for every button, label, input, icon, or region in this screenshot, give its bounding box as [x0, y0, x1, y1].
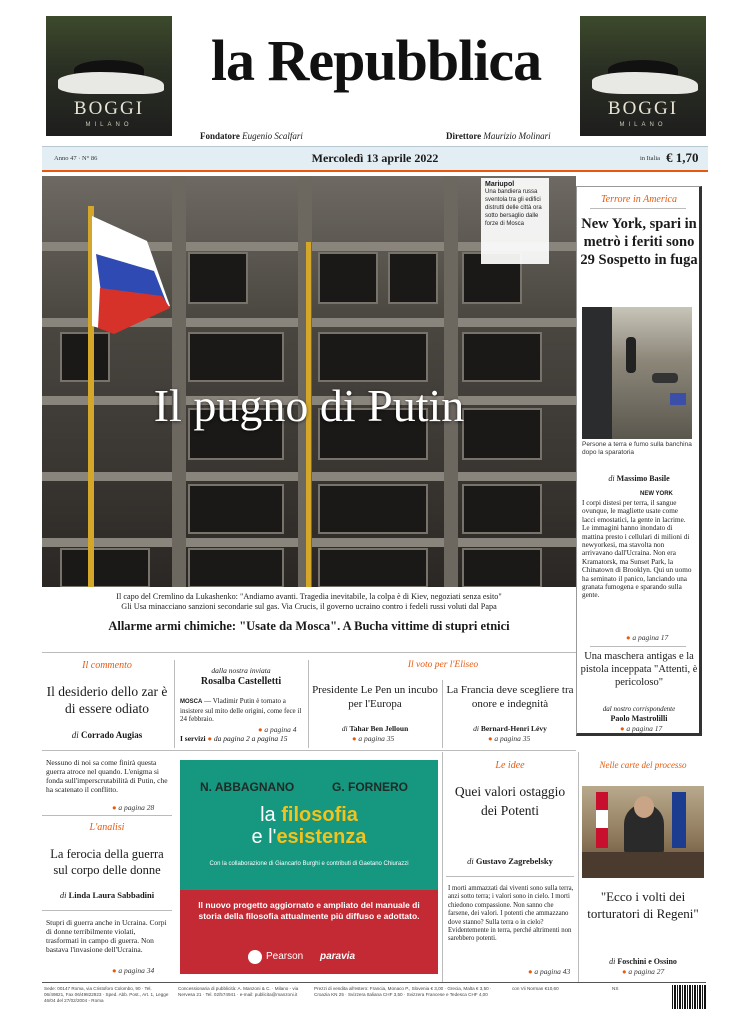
footer-rule [42, 982, 706, 983]
byline-prefix: di [467, 856, 474, 866]
window [60, 332, 110, 382]
promo-author-2: G. FORNERO [332, 780, 409, 794]
price-label: in Italia [640, 155, 661, 162]
window [462, 332, 542, 382]
footer-col-5: NS [612, 986, 619, 991]
russian-flag-icon [92, 216, 172, 336]
ref-text: a pagina 28 [118, 803, 155, 812]
ad-brand: BOGGI [607, 98, 679, 119]
inviata-byline: Rosalba Castelletti [200, 676, 282, 687]
eliseo-left-ref[interactable]: ● a pagina 35 [352, 734, 395, 743]
window [318, 548, 428, 587]
lead-subheadline[interactable]: Allarme armi chimiche: "Usate da Mosca". A Bucha vittime di stupri etnici [108, 619, 510, 633]
sidebar-body: I corpi distesi per terra, il sangue ovunque, le magliette usate come lacci emostatici, la gente in lacrime. Le immagini hanno inondato di mattina presto i cellulari di milioni di newyorkesi, ma stavolta non arrivavano dall'Ucraina. Non era Kramatorsk, ma Sunset Park, la Chinatown di Brooklyn. Qui un uomo ha seminato il panico, lanciando una granata fumogena e sparando sulla gente. [582, 499, 692, 600]
analisi-ref[interactable]: ● a pagina 34 [112, 966, 155, 975]
masthead-title[interactable]: la Repubblica [210, 28, 542, 93]
ref-text: a pagina 4 [264, 725, 297, 734]
divider [442, 752, 443, 982]
byline-name: Corrado Augias [81, 730, 143, 740]
processo-headline[interactable]: "Ecco i volti dei torturatori di Regeni" [587, 889, 699, 921]
processo-byline [580, 957, 706, 966]
idee-headline[interactable]: Quei valori ostaggio dei Potenti [454, 784, 566, 818]
window [318, 252, 378, 304]
photo-flag [596, 810, 608, 828]
footer-col-3: Prezzi di vendita all'estero: Francia, Monaco P., Slovenia € 3,00 · Grecia, Malta € 3,50 · Croazia KN 25 · Svizzera Italiana CHF 3,50 · Svizzera Francese e Tedesca CHF 4,00 [314, 986, 492, 997]
barcode-icon [672, 985, 706, 1009]
window [318, 332, 428, 382]
window [318, 484, 428, 534]
byline-prefix: di [473, 724, 479, 733]
inviata-body: MOSCA — Vladimir Putin è tornato a insistere sul mito delle origini, come fece il 24 febbraio. [180, 697, 302, 723]
divider [42, 652, 576, 653]
idee-ref[interactable]: ● a pagina 43 [528, 967, 571, 976]
byline-name: Foschini e Ossino [617, 957, 677, 966]
byline-name: Tahar Ben Jelloun [349, 724, 409, 733]
byline-prefix: di [341, 724, 348, 733]
byline-name: Bernard-Henri Lévy [480, 724, 547, 733]
byline-prefix: di [608, 474, 615, 483]
byline-prefix: di [71, 730, 79, 740]
window [188, 484, 284, 534]
ref-text: a pagina 34 [118, 966, 155, 975]
lead-headline[interactable]: Il pugno di Putin [153, 380, 465, 431]
lead-summary-line: Il capo del Cremlino da Lukashenko: "Andiamo avanti. Tragedia inevitabile, la colpa è di Kiev, negoziati senza esito" [116, 592, 502, 601]
divider [442, 680, 443, 748]
director-name: Maurizio Molinari [483, 131, 551, 141]
sidebar-byline [580, 474, 698, 483]
byline-prefix: di [609, 957, 616, 966]
promo-title-line [180, 804, 438, 826]
promo-title-pre: e l' [251, 826, 277, 848]
divider [590, 646, 686, 647]
divider [308, 660, 309, 748]
advertisement-right[interactable] [580, 16, 706, 136]
window [188, 548, 284, 587]
price: € 1,70 [666, 150, 699, 165]
idee-kicker: Le idee [495, 760, 525, 771]
promo-collab: Con la collaborazione di Giancarlo Burghi e contributi di Gaetano Chiurazzi [209, 861, 409, 867]
photo-figure [652, 373, 678, 383]
processo-kicker: Nelle carte del processo [599, 760, 687, 770]
footer-col-4: con Vii Norman €10,60 [512, 986, 559, 991]
analisi-headline[interactable]: La ferocia della guerra sul corpo delle donne [50, 847, 164, 877]
commento-byline [42, 730, 172, 740]
promo-pitch: Il nuovo progetto aggiornato e ampliato del manuale di storia della filosofia attualmente più diffuso e adottato. [198, 900, 420, 921]
photo-figure [634, 796, 654, 818]
divider [174, 660, 175, 748]
footer-col-1: Sede: 00147 Roma, via Cristoforo Colombo, 90 · Tel. 06/49821, Fax 06/49822923 · Sped. Abb. Post., Art. 1, Legge 46/04 del 27/02/2004 - Roma [44, 986, 169, 1003]
promo-title [180, 804, 438, 848]
pearson-logo-icon [248, 950, 262, 964]
services-ref: da pagina 2 a pagina 15 [213, 734, 288, 743]
lead-summary [42, 592, 576, 612]
director-label: Direttore [446, 131, 482, 141]
lead-summary-line: Gli Usa minacciano sanzioni secondarie sul gas. Via Crucis, il governo ucraino contro i fedeli russi voluti dal Papa [121, 602, 497, 611]
ref-text: a pagina 35 [358, 734, 395, 743]
caption-text: Una bandiera russa sventola tra gli edifici distrutti delle città ora sotto bersaglio dalle forze di Mosca [485, 189, 542, 227]
window [188, 332, 284, 382]
divider [578, 752, 579, 982]
sidebar-dateline: NEW YORK [640, 491, 673, 497]
footer-col-2: Concessionaria di pubblicità: A. Manzoni & C. · Milano - via Nervesa 21 · Tel. 02/574941 · e-mail: publicita@manzoni.it [178, 986, 299, 997]
idee-body: I morti ammazzati dai viventi sono sulla terra, anzi sotto terra; i valori sono in cielo. I morti chiedono compassione. Non sanno che farsene, dei valori. I potenti che ammazzano dove stanno? Sulla terra o in cielo? Evidentemente in terra, perché altrimenti non sarebbero potenti. [448, 885, 574, 943]
founder-label: Fondatore [200, 131, 240, 141]
ad-city: MILANO [85, 122, 133, 128]
commento-ref[interactable]: ● a pagina 28 [112, 803, 155, 812]
subway-photo[interactable] [582, 307, 692, 439]
founder-line [200, 131, 303, 141]
divider [42, 815, 172, 816]
analisi-kicker: L'analisi [89, 822, 125, 833]
director-line [446, 131, 551, 141]
ref-text: a pagina 27 [628, 967, 665, 976]
services-label: I servizi [180, 734, 206, 743]
promo-publisher-2: paravia [320, 951, 356, 962]
photo-figure [670, 393, 686, 405]
promo-title-line [180, 826, 438, 848]
issue-date: Mercoledì 13 aprile 2022 [311, 151, 439, 165]
inviata-dateline: MOSCA [180, 699, 203, 705]
promo-title-accent: filosofia [281, 804, 358, 826]
analisi-body: Stupri di guerra anche in Ucraina. Corpi di donne terribilmente violati, trasformati in campo di guerra. Non bastava l'invasione dell'Ucraina. [46, 918, 167, 954]
founder-name: Eugenio Scalfari [242, 131, 303, 141]
sidebar-ref[interactable]: ● a pagina 17 [626, 633, 669, 642]
byline-prefix: di [59, 890, 67, 900]
eliseo-right-headline[interactable]: La Francia deve scegliere tra onore e indegnità [446, 684, 574, 710]
second-ref[interactable]: ● a pagina 17 [620, 724, 663, 733]
window [188, 252, 248, 304]
eliseo-left-byline [312, 724, 438, 733]
inviata-ref[interactable]: ● a pagina 4 [258, 725, 297, 734]
inviata-text: Vladimir Putin è tornato a insistere sul mito delle origini, come fece il 24 febbraio. [180, 697, 302, 723]
commento-body: Nessuno di noi sa come finirà questa guerra atroce nel quando. L'enigma si fonda sull'imperscrutabilità di Putin, che ha scatenato il conflitto. [46, 758, 168, 794]
ad-brand: BOGGI [73, 98, 145, 119]
eliseo-left-headline[interactable]: Presidente Le Pen un incubo per l'Europa [312, 684, 438, 710]
promo-author-1: N. ABBAGNANO [200, 780, 295, 794]
commento-headline[interactable]: Il desiderio dello zar è di essere odiato [46, 684, 168, 716]
window [60, 548, 150, 587]
eliseo-right-ref[interactable]: ● a pagina 35 [488, 734, 531, 743]
eliseo-right-byline [446, 724, 574, 733]
second-byline: Paolo Mastrolilli [610, 714, 668, 723]
advertisement-left[interactable] [46, 16, 172, 136]
caption-place: Mariupol [485, 181, 515, 188]
services-line[interactable]: I servizi ● da pagina 2 a pagina 15 [180, 734, 288, 743]
shoe-sole [592, 72, 698, 94]
ref-text: a pagina 17 [626, 724, 663, 733]
analisi-byline [42, 890, 172, 900]
byline-name: Gustavo Zagrebelsky [475, 856, 553, 866]
divider [590, 208, 686, 209]
eliseo-kicker: Il voto per l'Eliseo [407, 660, 479, 670]
promo-title-accent: esistenza [276, 826, 367, 848]
shoe-sole [58, 72, 164, 94]
sidebar-second-headline[interactable]: Una maschera antigas e la pistola inceppata "Attenti, è pericoloso" [580, 651, 698, 688]
sidebar-kicker: Terrore in America [601, 194, 677, 205]
idee-byline [446, 856, 574, 866]
photo-figure [582, 307, 612, 439]
divider [446, 876, 574, 877]
second-byline-role: dal nostro corrispondente [602, 705, 676, 713]
window [388, 252, 438, 304]
ref-text: a pagina 35 [494, 734, 531, 743]
divider [42, 750, 576, 751]
sidebar-headline[interactable]: New York, spari in metrò i feriti sono 29 Sospetto in fuga [580, 216, 698, 268]
ref-text: a pagina 17 [632, 633, 669, 642]
ad-city: MILANO [619, 122, 667, 128]
ref-text: a pagina 43 [534, 967, 571, 976]
photo-desk [582, 852, 704, 878]
photo-flag [672, 792, 686, 848]
sidebar-photo-caption: Persone a terra e fumo sulla banchina dopo la sparatoria [582, 441, 692, 456]
byline-name: Massimo Basile [616, 474, 670, 483]
regeni-photo[interactable] [582, 786, 704, 878]
issue-number: Anno 47 · N° 86 [54, 155, 98, 162]
photo-figure [626, 337, 636, 373]
promo-title-pre: la [260, 804, 276, 826]
commento-kicker: Il commento [82, 660, 132, 671]
promo-publisher-1: Pearson [266, 951, 304, 962]
byline-name: Linda Laura Sabbadini [68, 890, 155, 900]
photo-caption-box [481, 178, 549, 264]
window [462, 484, 542, 534]
inviata-role: dalla nostra inviata [211, 666, 271, 675]
window [462, 548, 542, 587]
divider [42, 910, 172, 911]
processo-ref[interactable]: ● a pagina 27 [622, 967, 665, 976]
